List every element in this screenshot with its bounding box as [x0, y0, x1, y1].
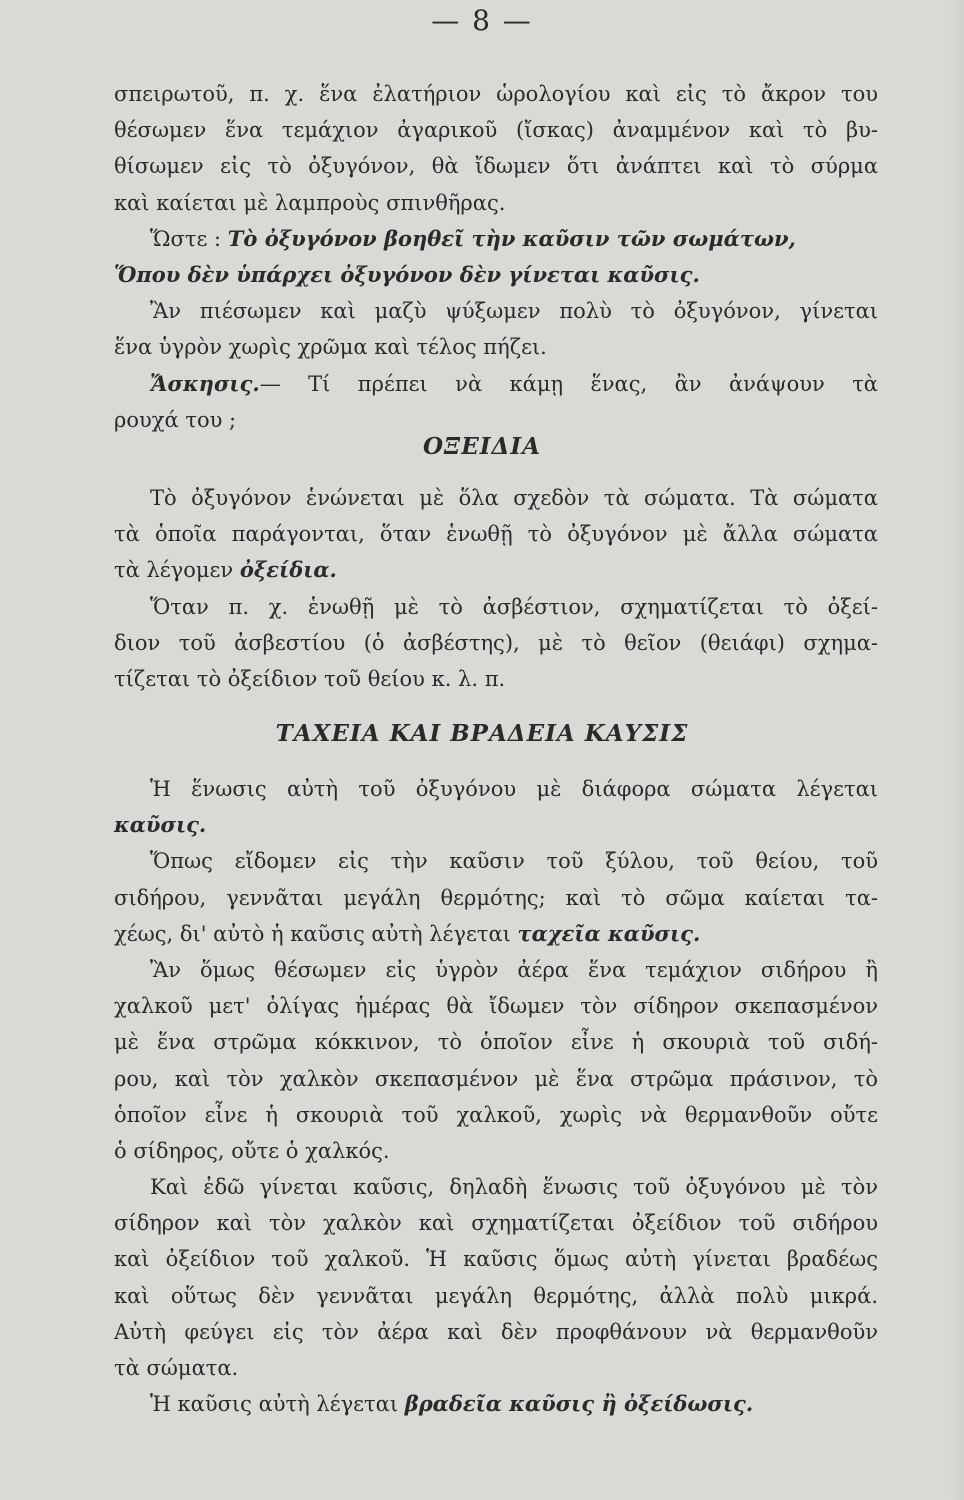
slow-combustion-term: βραδεῖα καῦσις ἢ ὀξείδωσις.	[404, 1391, 754, 1417]
slow-prefix: Ἡ καῦσις αὐτὴ λέγεται	[150, 1392, 399, 1417]
oxides-term: ὀξείδια.	[239, 557, 337, 583]
text-line: σίδηρον καὶ τὸν χαλκὸν καὶ σχηματίζεται ὀξείδιον τοῦ σιδήρου	[114, 1211, 878, 1236]
text-line: Αὐτὴ φεύγει εἰς τὸν ἀέρα καὶ δὲν προφθάνουν νὰ θερμανθοῦν	[114, 1319, 878, 1344]
text-line: σπειρωτοῦ, π. χ. ἕνα ἐλατήριον ὡρολογίου καὶ εἰς τὸ ἄκρον του	[114, 82, 878, 106]
combustion-term: καῦσις.	[114, 812, 207, 838]
text-line: Τὸ ὀξυγόνον ἑνώνεται μὲ ὅλα σχεδὸν τὰ σώματα. Τὰ σώματα	[150, 486, 878, 510]
text-line: μὲ ἕνα στρῶμα κόκκινον, τὸ ὁποῖον εἶνε ἡ σκουριὰ τοῦ σιδή-	[114, 1030, 878, 1055]
text-line: ρουχά του ;	[114, 407, 237, 432]
text-line: τίζεται τὸ ὀξείδιον τοῦ θείου κ. λ. π.	[114, 666, 506, 691]
paragraph-spiral-spring	[114, 76, 878, 438]
text-line: Ὅπως εἴδομεν εἰς τὴν καῦσιν τοῦ ξύλου, τοῦ θείου, τοῦ	[150, 849, 878, 874]
exercise-question: — Τί πρέπει νὰ κάμῃ ἕνας, ἂν ἀνάψουν τὰ	[259, 371, 878, 396]
heading-fast-slow-combustion: ΤΑΧΕΙΑ ΚΑΙ ΒΡΑΔΕΙΑ ΚΑΥΣΙΣ	[275, 720, 689, 747]
page-number: — 8 —	[431, 4, 533, 37]
text-line: καὶ οὕτως δὲν γεννᾶται μεγάλη θερμότης, ἀλλὰ πολὺ μικρά.	[114, 1283, 878, 1308]
rule-line-1	[114, 221, 878, 257]
text-line: θέσωμεν ἕνα τεμάχιον ἀγαρικοῦ (ἴσκας) ἀναμμένον καὶ τὸ βυ-	[114, 118, 878, 143]
text-line: σιδήρου, γεννᾶται μεγάλη θερμότης; καὶ τὸ σῶμα καίεται τα-	[114, 885, 878, 910]
rule-oxygen-helps: Τὸ ὀξυγόνον βοηθεῖ τὴν καῦσιν τῶν σωμάτων,	[227, 225, 796, 251]
text-line: Ἂν ὅμως θέσωμεν εἰς ὑγρὸν ἀέρα ἕνα τεμάχιον σιδήρου ἢ	[150, 957, 878, 982]
paragraph-oxides	[114, 480, 878, 697]
oxides-definition-line	[114, 552, 878, 588]
text-line: Ἂν πιέσωμεν καὶ μαζὺ ψύξωμεν πολὺ τὸ ὀξυγόνον, γίνεται	[150, 299, 878, 324]
rule-no-oxygen: Ὅπου δὲν ὑπάρχει ὀξυγόνον δὲν γίνεται καῦσις.	[114, 261, 700, 287]
page-edge	[950, 0, 964, 1500]
rule-line-2	[114, 257, 878, 293]
exercise-line	[114, 366, 878, 402]
rule-prefix: Ὥστε :	[150, 226, 222, 251]
text-line: ρου, καὶ τὸν χαλκὸν σκεπασμένον μὲ ἕνα στρῶμα πράσινον, τὸ	[114, 1066, 878, 1091]
paragraph-combustion	[114, 771, 878, 1422]
fast-combustion-term: ταχεῖα καῦσις.	[517, 920, 701, 946]
text-line: διον τοῦ ἀσβεστίου (ὁ ἀσβέστης), μὲ τὸ θεῖον (θειάφι) σχημα-	[114, 630, 878, 655]
text-line: καὶ ὀξείδιον τοῦ χαλκοῦ. Ἡ καῦσις ὅμως αὐτὴ γίνεται βραδέως	[114, 1247, 878, 1272]
text-line: Ὅταν π. χ. ἑνωθῇ μὲ τὸ ἀσβέστιον, σχηματίζεται τὸ ὀξεί-	[150, 594, 878, 619]
text-line: θίσωμεν εἰς τὸ ὀξυγόνον, θὰ ἴδωμεν ὅτι ἀνάπτει καὶ τὸ σύρμα	[114, 154, 878, 179]
text-line: τὰ ὁποῖα παράγονται, ὅταν ἑνωθῇ τὸ ὀξυγόνον μὲ ἄλλα σώματα	[114, 522, 878, 547]
text-line: Ἡ ἕνωσις αὐτὴ τοῦ ὀξυγόνου μὲ διάφορα σώματα λέγεται	[150, 777, 878, 801]
text-line: τὰ σώματα.	[114, 1356, 239, 1380]
oxides-prefix: τὰ λέγομεν	[114, 558, 234, 583]
heading-oxides: ΟΞΕΙΔΙΑ	[423, 433, 541, 460]
exercise-label: Ἄσκησις.	[150, 370, 260, 396]
text-line: καὶ καίεται μὲ λαμπροὺς σπινθῆρας.	[114, 190, 506, 215]
text-line: ἕνα ὑγρὸν χωρὶς χρῶμα καὶ τέλος πήζει.	[114, 335, 547, 360]
text-line: χαλκοῦ μετ' ὀλίγας ἡμέρας θὰ ἴδωμεν τὸν σίδηρον σκεπασμένον	[114, 994, 878, 1019]
text-line: ὁποῖον εἶνε ἡ σκουριὰ τοῦ χαλκοῦ, χωρὶς νὰ θερμανθοῦν οὔτε	[114, 1102, 878, 1127]
text-line: Καὶ ἐδῶ γίνεται καῦσις, δηλαδὴ ἕνωσις τοῦ ὀξυγόνου μὲ τὸν	[150, 1175, 878, 1200]
fast-combustion-line	[114, 916, 878, 952]
slow-combustion-line	[114, 1386, 878, 1422]
combustion-term-line	[114, 807, 878, 843]
text-line: ὁ σίδηρος, οὔτε ὁ χαλκός.	[114, 1138, 390, 1163]
fast-prefix: χέως, δι' αὐτὸ ἡ καῦσις αὐτὴ λέγεται	[114, 921, 511, 946]
